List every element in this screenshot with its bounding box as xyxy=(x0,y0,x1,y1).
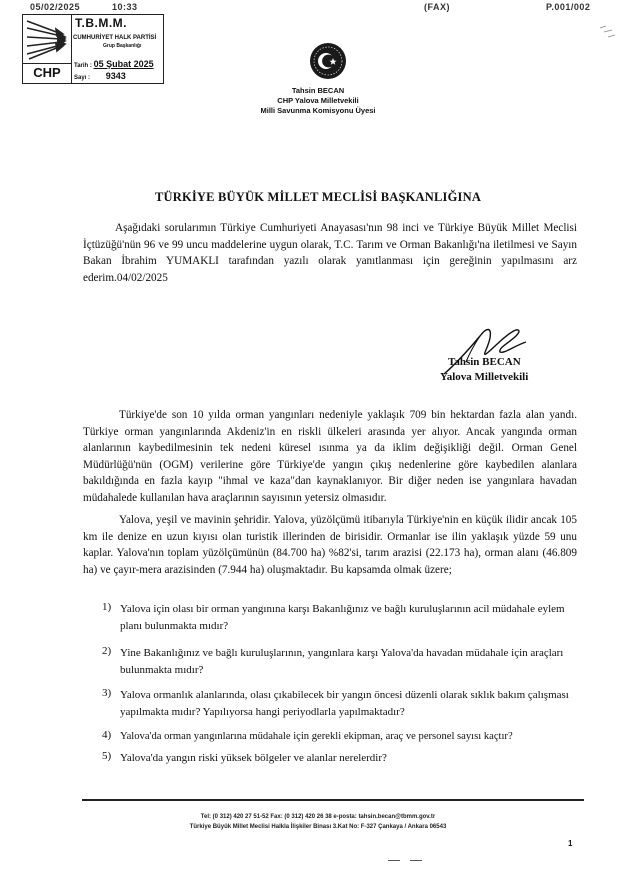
question-2-text: Yine Bakanlığınız ve bağlı kuruluşlarının, yangınlara karşı Yalova'da havadan müdahale için araçları bulunmakta mıdır? xyxy=(120,647,564,676)
stamp-group: Grup Başkanlığı xyxy=(103,43,142,49)
question-1-text: Yalova için olası bir orman yangınına karşı Bakanlığınız ve bağlı kuruluşlarının acil müdahale eylem planı bulunmakta mıdır? xyxy=(120,603,565,632)
chp-six-arrows-icon xyxy=(23,15,72,64)
sender-commission: Milli Savunma Komisyonu Üyesi xyxy=(260,106,376,115)
body-paragraph-2: Yalova, yeşil ve mavinin şehridir. Yalova, yüzölçümü itibarıyla Türkiye'nin en küçük ilidir ancak 105 km ile denize en uzun kıyısı olan turistik illerinden de birisidir. Ormanlar ise ilin yaklaşık yüzde 59 unu kaplar. Yalova'nın toplam yüzölçümünün (84.700 ha) %82'si, tarım arazisi (22.173 ha), orman alanı (46.809 ha) ve çayır-mera arazisinden (7.944 ha) oluşmaktadır. Bu kapsamda olmak üzere; xyxy=(83,514,577,576)
fax-page-code: P.001/002 xyxy=(546,2,591,12)
chp-logo-text: CHP xyxy=(23,63,72,83)
intro-paragraph: Aşağıdaki sorularımın Türkiye Cumhuriyeti Anayasası'nın 98 inci ve Türkiye Büyük Millet Meclisi İçtüzüğü'nün 96 ve 99 uncu maddelerine uygun olarak, T.C. Tarım ve Orman Bakanlığı'na iletilmesi ve Sayın Bakan İbrahim YUMAKLI tarafından yazılı olarak yanıtlanması için gereğinin yapılmasını arz ederim.04/02/2025 xyxy=(83,222,577,284)
stamp-date-row xyxy=(74,59,154,69)
stamp-number-row xyxy=(74,71,126,81)
stamp-date-value: 05 Şubat 2025 xyxy=(93,59,154,69)
sender-name: Tahsin BECAN xyxy=(291,86,345,95)
sender-role: CHP Yalova Milletvekili xyxy=(277,96,359,105)
stamp-party: CUMHURİYET HALK PARTİSİ xyxy=(73,35,157,41)
body-paragraph-1: Türkiye'de son 10 yılda orman yangınları nedeniyle yaklaşık 709 bin hektardan fazla alan yandı. Türkiye orman yangınlarında Akdeniz'in en riskli ülkeleri arasında yer alıyor. Ancak yangında orman alanlarının kaybedilmesinin tek nedeni küresel ısınma ya da iklim değişikliği değil. Orman Genel Müdürlüğü'nün (OGM) verilerine göre Türkiye'de yangın çıkış nedenlerine göre kaybedilen alanlara bakıldığında en fazla kayıp "ihmal ve kaza"dan kaynaklanıyor. Bir diğer neden ise yangınlara havadan müdahalede kullanılan hava araçlarının sayısının yetersiz olmasıdır. xyxy=(83,409,577,504)
footer-contact: Tel: (0 312) 420 27 51-52 Fax: (0 312) 420 26 38 e-posta: tahsin.becan@tbmm.gov.tr xyxy=(200,814,436,820)
fax-time: 10:33 xyxy=(112,2,138,12)
document-title: TÜRKİYE BÜYÜK MİLLET MECLİSİ BAŞKANLIĞINA xyxy=(154,190,482,204)
question-4-text: Yalova'da orman yangınlarına müdahale için gerekli ekipman, araç ve personel sayısı kaçtır? xyxy=(120,731,513,742)
scan-mark-bottom-1 xyxy=(388,860,400,861)
handwritten-signature xyxy=(440,318,530,378)
question-3-text: Yalova ormanlık alanlarında, olası çıkabilecek bir yangın öncesi düzenli olarak sıklık bakım çalışması yapılmakta mıdır? Yapılıyorsa hangi periyodlarla yapılmaktadır? xyxy=(120,689,569,718)
footer-address: Türkiye Büyük Millet Meclisi Halkla İlişkiler Binası 3.Kat No: F-327 Çankaya / Ankara 06543 xyxy=(189,824,447,830)
footer-divider xyxy=(82,799,584,801)
stamp-number-value: 9343 xyxy=(105,71,126,81)
signature-name: Tahsin BECAN xyxy=(448,356,521,368)
tbmm-emblem-icon xyxy=(309,42,347,80)
stamp-date-label: Tarih : xyxy=(74,63,92,69)
question-1-number: 1) xyxy=(102,601,112,613)
question-5-number: 5) xyxy=(102,750,112,762)
scan-marks xyxy=(598,22,618,44)
chp-receipt-stamp xyxy=(22,14,164,84)
scan-mark-bottom-2 xyxy=(410,860,422,861)
stamp-org: T.B.M.M. xyxy=(75,16,127,30)
signature-title: Yalova Milletvekili xyxy=(440,371,529,383)
question-2-number: 2) xyxy=(102,645,112,657)
page-number: 1 xyxy=(568,839,573,848)
question-4-number: 4) xyxy=(102,729,112,741)
stamp-number-label: Sayı : xyxy=(74,75,91,81)
fax-label: (FAX) xyxy=(424,2,450,12)
fax-date: 05/02/2025 xyxy=(30,2,81,12)
question-5-text: Yalova'da yangın riski yüksek bölgeler ve alanlar nerelerdir? xyxy=(120,752,387,764)
question-3-number: 3) xyxy=(102,687,112,699)
